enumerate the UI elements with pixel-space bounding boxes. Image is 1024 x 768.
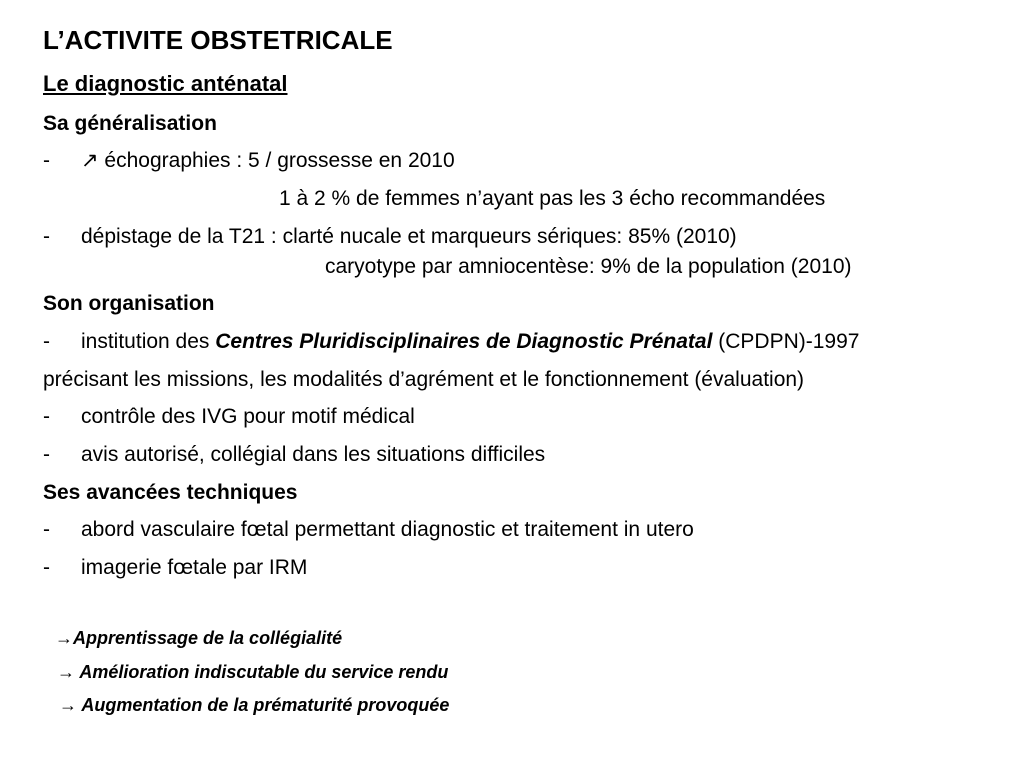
bullet-avis-autorise xyxy=(43,442,545,468)
bullet-dash: - xyxy=(43,518,50,541)
conclusion-collegialite: →Apprentissage de la collégialité xyxy=(55,628,343,648)
bullet-dash: - xyxy=(43,556,50,579)
bullet-text: dépistage de la T21 : clarté nucale et marqueurs sériques: 85% (2010) xyxy=(81,225,737,248)
section-heading-organisation: Son organisation xyxy=(43,292,215,315)
bullet-dash: - xyxy=(43,225,50,248)
bullet-dash: - xyxy=(43,330,50,353)
bullet-depistage-continuation: caryotype par amniocentèse: 9% de la population (2010) xyxy=(325,255,852,278)
bullet-text: contrôle des IVG pour motif médical xyxy=(81,405,415,428)
bullet-dash: - xyxy=(43,443,50,466)
bullet-depistage xyxy=(43,224,737,250)
section-heading-generalisation: Sa généralisation xyxy=(43,112,217,135)
bullet-text: avis autorisé, collégial dans les situations difficiles xyxy=(81,443,546,466)
bullet-text-emphasis: Centres Pluridisciplinaires de Diagnostic Prénatal xyxy=(215,330,713,353)
slide-subtitle: Le diagnostic anténatal xyxy=(43,71,288,96)
bullet-text-prefix: institution des xyxy=(81,330,216,353)
bullet-institution xyxy=(43,329,859,355)
slide-title: L’ACTIVITE OBSTETRICALE xyxy=(43,25,393,55)
section-heading-techniques: Ses avancées techniques xyxy=(43,481,298,504)
bullet-echographies-continuation: 1 à 2 % de femmes n’ayant pas les 3 écho recommandées xyxy=(279,187,826,210)
bullet-text-suffix: (CPDPN)-1997 xyxy=(712,330,860,353)
bullet-dash: - xyxy=(43,405,50,428)
bullet-abord-vasculaire xyxy=(43,517,694,543)
bullet-text: abord vasculaire fœtal permettant diagnostic et traitement in utero xyxy=(81,518,694,541)
bullet-text: ↗ échographies : 5 / grossesse en 2010 xyxy=(81,149,455,172)
bullet-echographies xyxy=(43,148,455,174)
conclusion-service-rendu: → Amélioration indiscutable du service rendu xyxy=(57,662,449,682)
bullet-imagerie xyxy=(43,555,307,581)
conclusion-prematurite: → Augmentation de la prématurité provoquée xyxy=(59,695,450,715)
bullet-controle-ivg xyxy=(43,404,415,430)
paragraph-missions: précisant les missions, les modalités d’agrément et le fonctionnement (évaluation) xyxy=(43,368,805,391)
bullet-dash: - xyxy=(43,149,50,172)
bullet-text: imagerie fœtale par IRM xyxy=(81,556,308,579)
